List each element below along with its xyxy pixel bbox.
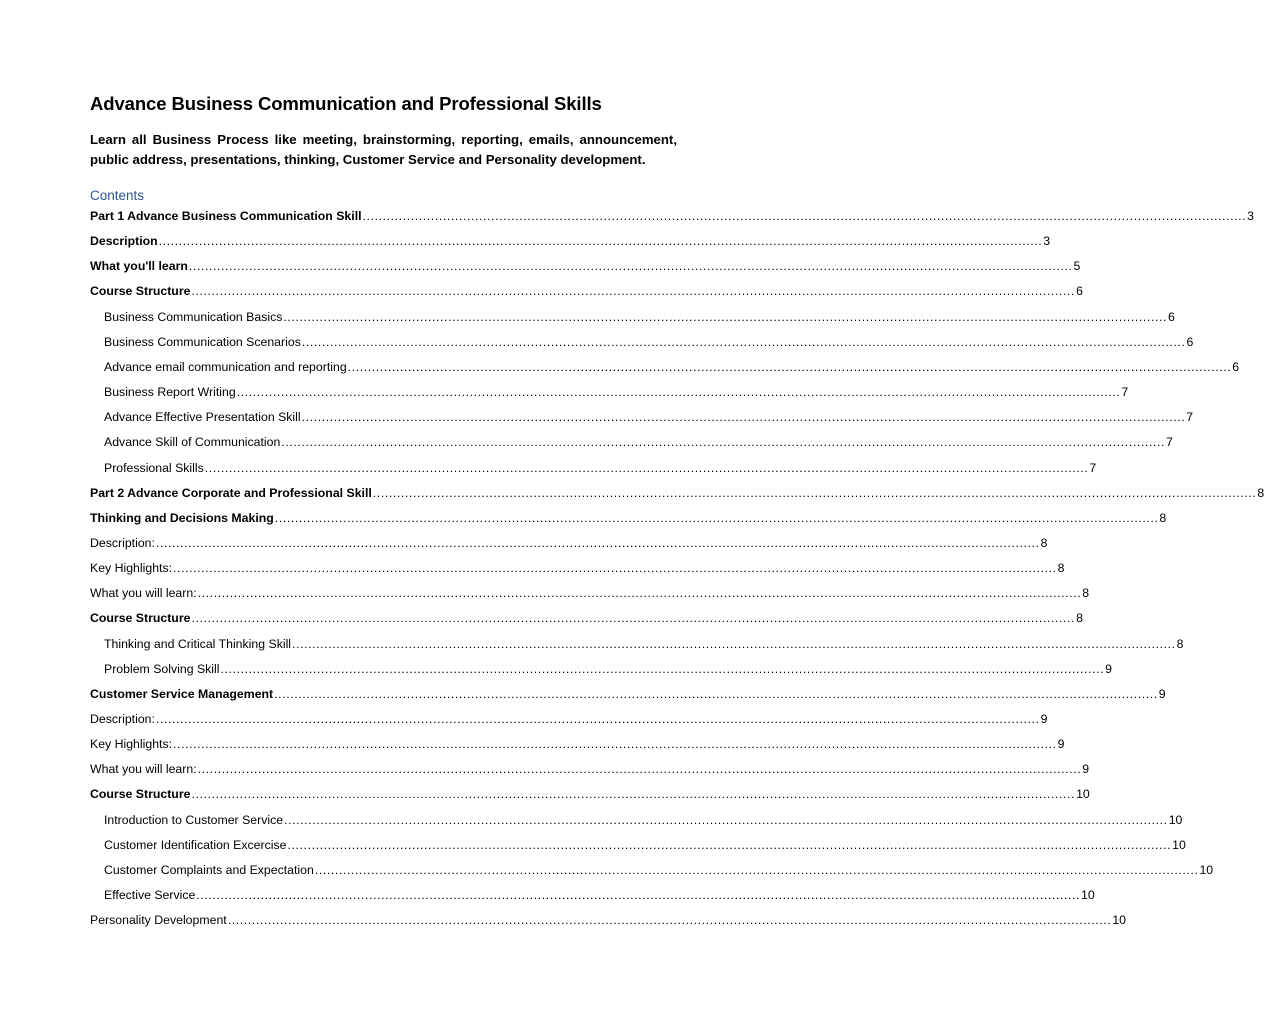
toc-entry-text: What you will learn: <box>90 762 197 777</box>
toc-entry-text: Customer Identification Excercise <box>104 837 287 852</box>
toc-entry-text: Thinking and Critical Thinking Skill <box>104 636 292 651</box>
toc-dot-leader: ............................................................................................................................................................................................................................ <box>155 535 1040 550</box>
toc-entry[interactable] <box>90 509 1167 527</box>
toc-entry-text: Business Report Writing <box>104 385 236 400</box>
toc-page-number: 7 <box>1186 410 1194 425</box>
toc-dot-leader: ............................................................................................................................................................................................................................ <box>347 359 1232 374</box>
toc-page-number: 10 <box>1076 787 1090 802</box>
toc-page-number: 8 <box>1040 535 1048 550</box>
contents-heading: Contents <box>90 188 145 203</box>
toc-subentry[interactable] <box>104 358 1240 376</box>
toc-dot-leader: ............................................................................................................................................................................................................................ <box>204 460 1089 475</box>
toc-dot-leader: ............................................................................................................................................................................................................................ <box>301 410 1186 425</box>
toc-subentry[interactable] <box>104 836 1186 854</box>
toc-entry-text: Effective Service <box>104 888 196 903</box>
toc-entry-text: Customer Service Management <box>90 686 274 701</box>
toc-page-number: 9 <box>1057 737 1065 752</box>
document-intro: Learn all Business Process like meeting, brainstorming, reporting, emails, announcement, public address, presentations, thinking, Customer Service and Personality development. <box>90 132 677 167</box>
toc-dot-leader: ............................................................................................................................................................................................................................ <box>155 712 1040 726</box>
toc-entry-text: Advance email communication and reporting <box>104 359 347 374</box>
toc-entry[interactable] <box>90 559 1065 577</box>
toc-page-number: 10 <box>1080 888 1095 903</box>
toc-dot-leader: ............................................................................................................................................................................................................................ <box>191 611 1076 626</box>
toc-dot-leader: ............................................................................................................................................................................................................................ <box>191 787 1076 802</box>
toc-entry[interactable] <box>90 257 1081 275</box>
toc-entry-text: Problem Solving Skill <box>104 661 220 676</box>
toc-entry[interactable] <box>90 735 1065 753</box>
toc-entry-text: Business Communication Scenarios <box>104 334 301 349</box>
toc-entry[interactable] <box>90 484 1264 502</box>
toc-entry-text: Course Structure <box>90 611 191 626</box>
toc-dot-leader: ............................................................................................................................................................................................................................ <box>274 686 1158 701</box>
toc-entry[interactable] <box>90 710 1048 728</box>
toc-page-number: 3 <box>1043 234 1051 249</box>
toc-page-number: 10 <box>1168 812 1183 827</box>
toc-page-number: 8 <box>1257 485 1264 500</box>
toc-entry[interactable] <box>90 760 1090 778</box>
toc-page-number: 6 <box>1076 284 1083 299</box>
toc-subentry[interactable] <box>104 811 1183 829</box>
toc-dot-leader: ............................................................................................................................................................................................................................ <box>191 284 1076 299</box>
toc-subentry[interactable] <box>104 333 1194 351</box>
toc-entry-text: Personality Development <box>90 913 227 928</box>
toc-page-number: 7 <box>1165 435 1173 450</box>
toc-entry-text: Description: <box>90 535 155 550</box>
toc-entry-text: Description: <box>90 712 155 726</box>
toc-subentry[interactable] <box>104 383 1129 401</box>
toc-subentry[interactable] <box>104 459 1097 477</box>
toc-dot-leader: ............................................................................................................................................................................................................................ <box>173 737 1057 752</box>
toc-entry-text: Thinking and Decisions Making <box>90 510 274 525</box>
toc-entry-text: Introduction to Customer Service <box>104 812 284 827</box>
toc-entry-text: Key Highlights: <box>90 561 173 576</box>
toc-entry-text: Description <box>90 234 158 249</box>
toc-dot-leader: ............................................................................................................................................................................................................................ <box>188 259 1073 274</box>
toc-dot-leader: ............................................................................................................................................................................................................................ <box>292 636 1176 651</box>
toc-entry-text: Course Structure <box>90 284 191 299</box>
toc-dot-leader: ............................................................................................................................................................................................................................ <box>196 888 1080 903</box>
toc-page-number: 9 <box>1158 686 1166 701</box>
toc-page-number: 6 <box>1232 359 1240 374</box>
toc-subentry[interactable] <box>104 861 1214 879</box>
toc-page-number: 9 <box>1082 762 1090 777</box>
toc-subentry[interactable] <box>104 660 1112 678</box>
toc-dot-leader: ............................................................................................................................................................................................................................ <box>281 435 1165 450</box>
toc-entry-text: Course Structure <box>90 787 191 802</box>
document-title: Advance Business Communication and Professional Skills <box>90 93 602 114</box>
toc-page-number: 8 <box>1159 510 1167 525</box>
toc-subentry[interactable] <box>104 408 1194 426</box>
toc-entry-text: What you'll learn <box>90 259 188 274</box>
toc-entry-text: What you will learn: <box>90 586 197 601</box>
toc-page-number: 8 <box>1057 561 1065 576</box>
toc-dot-leader: ............................................................................................................................................................................................................................ <box>173 561 1057 576</box>
toc-dot-leader: ............................................................................................................................................................................................................................ <box>301 334 1186 349</box>
toc-entry-text: Advance Skill of Communication <box>104 435 281 450</box>
toc-dot-leader: ............................................................................................................................................................................................................................ <box>274 510 1159 525</box>
toc-dot-leader: ............................................................................................................................................................................................................................ <box>197 762 1082 777</box>
toc-entry[interactable] <box>90 584 1090 602</box>
toc-entry-text: Professional Skills <box>104 460 204 475</box>
toc-entry-text: Advance Effective Presentation Skill <box>104 410 301 425</box>
toc-page-number: 3 <box>1247 209 1254 223</box>
toc-dot-leader: ............................................................................................................................................................................................................................ <box>158 234 1043 249</box>
toc-subentry[interactable] <box>104 433 1173 451</box>
toc-page-number: 10 <box>1199 862 1214 877</box>
toc-dot-leader: ............................................................................................................................................................................................................................ <box>314 862 1199 877</box>
toc-entry[interactable] <box>90 911 1127 929</box>
toc-dot-leader: ............................................................................................................................................................................................................................ <box>236 385 1121 400</box>
toc-page-number: 7 <box>1121 385 1129 400</box>
toc-dot-leader: ............................................................................................................................................................................................................................ <box>284 812 1168 827</box>
toc-page-number: 7 <box>1089 460 1097 475</box>
toc-entry[interactable] <box>90 785 1090 803</box>
toc-page-number: 8 <box>1176 636 1184 651</box>
toc-entry[interactable] <box>90 685 1166 703</box>
toc-subentry[interactable] <box>104 635 1184 653</box>
toc-dot-leader: ............................................................................................................................................................................................................................ <box>372 485 1257 500</box>
toc-page-number: 6 <box>1186 334 1194 349</box>
toc-page-number: 9 <box>1105 661 1112 676</box>
toc-dot-leader: ............................................................................................................................................................................................................................ <box>283 309 1168 324</box>
toc-entry-text: Part 2 Advance Corporate and Professional Skill <box>90 485 372 500</box>
toc-dot-leader: ............................................................................................................................................................................................................................ <box>220 661 1105 676</box>
toc-entry-text: Customer Complaints and Expectation <box>104 862 314 877</box>
toc-dot-leader: ............................................................................................................................................................................................................................ <box>362 209 1247 223</box>
toc-page-number: 6 <box>1168 309 1175 324</box>
toc-dot-leader: ............................................................................................................................................................................................................................ <box>287 837 1172 852</box>
toc-page-number: 5 <box>1073 259 1081 274</box>
toc-entry[interactable] <box>90 534 1048 552</box>
toc-entry[interactable] <box>90 282 1083 300</box>
toc-dot-leader: ............................................................................................................................................................................................................................ <box>197 586 1082 601</box>
toc-page-number: 8 <box>1076 611 1083 626</box>
toc-page-number: 9 <box>1040 712 1048 726</box>
toc-subentry[interactable] <box>104 886 1095 904</box>
toc-entry-text: Business Communication Basics <box>104 309 283 324</box>
toc-entry[interactable] <box>90 609 1083 627</box>
toc-subentry[interactable] <box>104 308 1175 326</box>
toc-dot-leader: ............................................................................................................................................................................................................................ <box>227 913 1112 928</box>
toc-page-number: 10 <box>1172 837 1186 852</box>
toc-page-number: 10 <box>1112 913 1127 928</box>
toc-entry[interactable] <box>90 232 1051 250</box>
toc-entry[interactable] <box>90 207 1254 225</box>
toc-page-number: 8 <box>1082 586 1090 601</box>
toc-entry-text: Key Highlights: <box>90 737 173 752</box>
toc-entry-text: Part 1 Advance Business Communication Skill <box>90 209 362 223</box>
